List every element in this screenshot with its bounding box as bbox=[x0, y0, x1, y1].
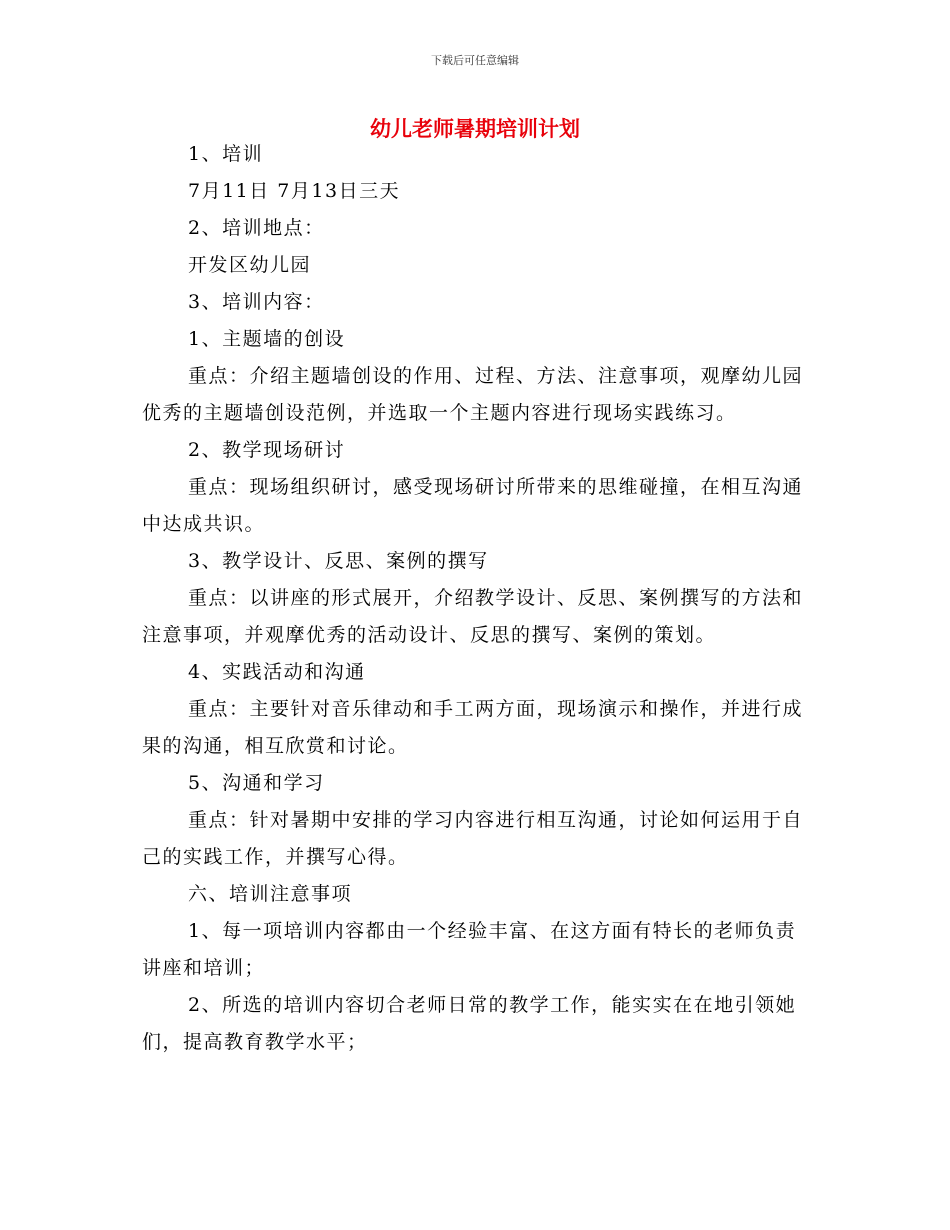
paragraph-location: 开发区幼儿园 bbox=[188, 254, 312, 276]
paragraph-item-1-detail: 重点：介绍主题墙创设的作用、过程、方法、注意事项，观摩幼儿园优秀的主题墙创设范例，并选取一个主题内容进行现场实践练习。 bbox=[142, 365, 804, 424]
paragraph-item-4-heading: 4、实践活动和沟通 bbox=[188, 661, 366, 683]
paragraph-location-heading: 2、培训地点： bbox=[188, 217, 325, 239]
paragraph-item-5-heading: 5、沟通和学习 bbox=[188, 772, 325, 794]
paragraph-training-dates: 7月11日 7月13日三天 bbox=[188, 180, 401, 202]
page-header-note: 下载后可任意编辑 bbox=[431, 54, 519, 67]
paragraph-content-heading: 3、培训内容： bbox=[188, 291, 325, 313]
document-title: 幼儿老师暑期培训计划 bbox=[370, 117, 580, 141]
paragraph-item-2-detail: 重点：现场组织研讨，感受现场研讨所带来的思维碰撞，在相互沟通中达成共识。 bbox=[142, 476, 804, 535]
paragraph-item-3-detail: 重点：以讲座的形式展开，介绍教学设计、反思、案例撰写的方法和注意事项，并观摩优秀的活动设计、反思的撰写、案例的策划。 bbox=[142, 587, 804, 646]
paragraph-item-2-heading: 2、教学现场研讨 bbox=[188, 439, 346, 461]
paragraph-item-1-heading: 1、主题墙的创设 bbox=[188, 328, 346, 350]
paragraph-item-4-detail: 重点：主要针对音乐律动和手工两方面，现场演示和操作，并进行成果的沟通，相互欣赏和讨论。 bbox=[142, 698, 804, 757]
paragraph-item-3-heading: 3、教学设计、反思、案例的撰写 bbox=[188, 550, 489, 572]
document-body bbox=[142, 136, 810, 1061]
paragraph-item-5-detail: 重点：针对暑期中安排的学习内容进行相互沟通，讨论如何运用于自己的实践工作，并撰写心得。 bbox=[142, 809, 804, 868]
paragraph-note-2: 2、所选的培训内容切合老师日常的教学工作，能实实在在地引领她们，提高教育教学水平； bbox=[142, 994, 797, 1053]
paragraph-notes-heading: 六、培训注意事项 bbox=[188, 883, 353, 905]
paragraph-note-1: 1、每一项培训内容都由一个经验丰富、在这方面有特长的老师负责讲座和培训； bbox=[142, 920, 797, 979]
paragraph-training-heading: 1、培训 bbox=[188, 143, 264, 165]
